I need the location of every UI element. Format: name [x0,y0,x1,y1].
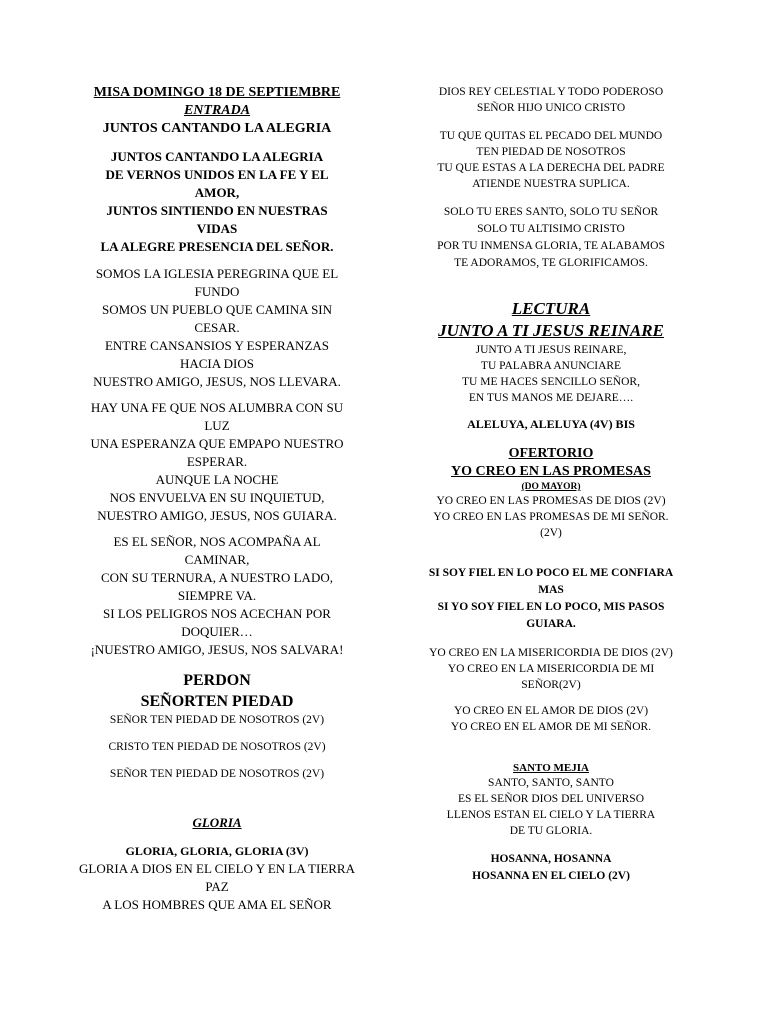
right-column [404,84,698,885]
gloria-refrain: GLORIA, GLORIA, GLORIA (3V) [125,844,309,858]
ofertorio-label: OFERTORIO [508,446,594,461]
gloria-continued-2: TU QUE QUITAS EL PECADO DEL MUNDO TEN PIEDAD DE NOSOTROS TU QUE ESTAS A LA DERECHA DEL PADRE ATIENDE NUESTRA SUPLICA. [437,130,665,190]
perdon-line-3: SEÑOR TEN PIEDAD DE NOSOTROS (2V) [109,768,325,780]
ofertorio-song-title: YO CREO EN LAS PROMESAS [451,464,651,479]
gloria-label: GLORIA [192,815,242,830]
perdon-song-title: SEÑORTEN PIEDAD [140,693,294,710]
mass-title: MISA DOMINGO 18 DE SEPTIEMBRE [93,85,341,100]
aleluya-line: ALELUYA, ALELUYA (4V) BIS [467,417,635,431]
lectura-song-title: JUNTO A TI JESUS REINARE [438,321,664,340]
gloria-continued-1: DIOS REY CELESTIAL Y TODO PODEROSO SEÑOR HIJO UNICO CRISTO [438,86,664,114]
perdon-label: PERDON [183,672,251,689]
ofertorio-chorus: SI SOY FIEL EN LO POCO EL ME CONFIARA MAS SI YO SOY FIEL EN LO POCO, MIS PASOS GUIARA. [428,567,674,630]
lectura-text: JUNTO A TI JESUS REINARE, TU PALABRA ANUNCIARE TU ME HACES SENCILLO SEÑOR, EN TUS MANOS ME DEJARE…. [462,344,640,404]
entrada-verse-2: HAY UNA FE QUE NOS ALUMBRA CON SU LUZ UNA ESPERANZA QUE EMPAPO NUESTRO ESPERAR. AUNQUE LA NOCHE NOS ENVUELVA EN SU INQUIETUD, NUESTRO AMIGO, JESUS, NOS GUIARA. [90,400,344,523]
santo-text: SANTO, SANTO, SANTO ES EL SEÑOR DIOS DEL UNIVERSO LLENOS ESTAN EL CIELO Y LA TIERRA DE TU GLORIA. [446,777,656,837]
ofertorio-key: (DO MAYOR) [521,482,581,492]
ofertorio-verse-1: YO CREO EN LAS PROMESAS DE DIOS (2V) YO CREO EN LAS PROMESAS DE MI SEÑOR. (2V) [433,495,669,539]
entrada-label: ENTRADA [183,103,251,118]
perdon-line-2: CRISTO TEN PIEDAD DE NOSOTROS (2V) [108,741,326,753]
santo-label: SANTO MEJIA [513,762,589,774]
gloria-continued-3: SOLO TU ERES SANTO, SOLO TU SEÑOR SOLO TU ALTISIMO CRISTO POR TU INMENSA GLORIA, TE ALABAMOS TE ADORAMOS, TE GLORIFICAMOS. [437,206,665,269]
ofertorio-verse-3: YO CREO EN EL AMOR DE DIOS (2V) YO CREO EN EL AMOR DE MI SEÑOR. [450,705,652,733]
left-column [70,84,364,914]
entrada-verse-1: SOMOS LA IGLESIA PEREGRINA QUE EL FUNDO SOMOS UN PUEBLO QUE CAMINA SIN CESAR. ENTRE CANSANSIOS Y ESPERANZAS HACIA DIOS NUESTRO AMIGO, JESUS, NOS LLEVARA. [93,266,341,389]
ofertorio-verse-2: YO CREO EN LA MISERICORDIA DE DIOS (2V) YO CREO EN LA MISERICORDIA DE MI SEÑOR(2V) [429,647,673,691]
entrada-chorus: JUNTOS CANTANDO LA ALEGRIA DE VERNOS UNIDOS EN LA FE Y EL AMOR, JUNTOS SINTIENDO EN NUESTRAS VIDAS LA ALEGRE PRESENCIA DEL SEÑOR. [100,149,334,254]
entrada-verse-3: ES EL SEÑOR, NOS ACOMPAÑA AL CAMINAR, CON SU TERNURA, A NUESTRO LADO, SIEMPRE VA. SI LOS PELIGROS NOS ACECHAN POR DOQUIER… ¡NUESTRO AMIGO, JESUS, NOS SALVARA! [90,534,344,657]
hosanna-lines: HOSANNA, HOSANNA HOSANNA EN EL CIELO (2V) [472,853,630,882]
lectura-label: LECTURA [511,299,591,318]
gloria-text: GLORIA A DIOS EN EL CIELO Y EN LA TIERRA PAZ A LOS HOMBRES QUE AMA EL SEÑOR [79,861,355,912]
perdon-line-1: SEÑOR TEN PIEDAD DE NOSOTROS (2V) [109,714,325,726]
entrada-song-title: JUNTOS CANTANDO LA ALEGRIA [102,121,332,136]
